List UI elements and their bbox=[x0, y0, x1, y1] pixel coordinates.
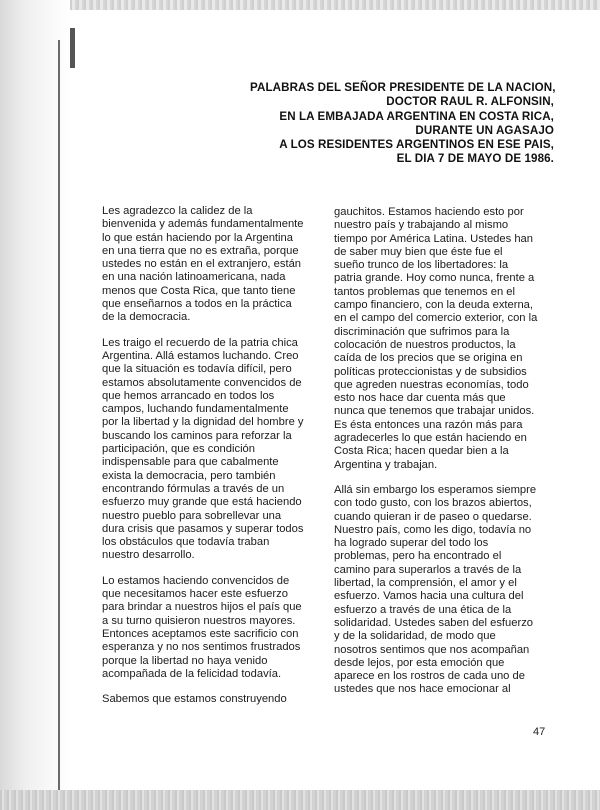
text-line: por la libertad y la dignidad del hombre y bbox=[102, 416, 304, 429]
paragraph bbox=[334, 206, 556, 472]
text-line: que agreden nuestras economías, todo bbox=[334, 378, 529, 391]
text-line: en una nación latinoamericana, nada bbox=[102, 271, 286, 284]
text-line: ha logrado superar del todo los bbox=[334, 537, 489, 550]
text-line: Lo estamos haciendo convencidos de bbox=[102, 574, 290, 587]
text-line: esfuerzo. Vamos hacia una cultura del bbox=[334, 590, 524, 603]
binding-mark bbox=[70, 28, 75, 68]
heading-line: EL DIA 7 DE MAYO DE 1986. bbox=[396, 152, 554, 166]
text-line: Nuestro país, como les digo, todavía no bbox=[334, 523, 532, 536]
text-line: participación, que es condición bbox=[102, 443, 255, 456]
paragraph bbox=[102, 693, 317, 706]
text-line: nunca que tenemos que trabajar unidos. bbox=[334, 405, 535, 418]
text-line: Les traigo el recuerdo de la patria chica bbox=[102, 336, 298, 349]
text-line: Entonces aceptamos este sacrificio con bbox=[102, 627, 299, 640]
text-line: Les agradezco la calidez de la bbox=[102, 205, 253, 217]
right-text-column bbox=[334, 206, 556, 709]
text-line: Sabemos que estamos construyendo bbox=[102, 693, 287, 706]
heading-line: A LOS RESIDENTES ARGENTINOS EN ESE PAIS, bbox=[279, 138, 554, 152]
text-line: agradecerles lo que están haciendo en bbox=[334, 432, 527, 445]
text-line: que necesitamos hacer este esfuerzo bbox=[102, 588, 288, 601]
text-line: encontrando fórmulas a través de un bbox=[102, 482, 285, 495]
text-line: esto nos hace dar cuenta más que bbox=[334, 392, 506, 405]
text-line: colocación de nuestros productos, la bbox=[334, 338, 516, 351]
text-line: ustedes no están en el extranjero, están bbox=[102, 258, 302, 271]
text-line: solidaridad. Ustedes saben del esfuerzo bbox=[334, 616, 534, 629]
text-line: libertad, la comprensión, el amor y el bbox=[334, 577, 517, 590]
heading-line: DOCTOR RAUL R. ALFONSIN, bbox=[386, 95, 554, 109]
text-line: patria grande. Hoy como nunca, frente a bbox=[334, 272, 535, 285]
text-line: políticas proteccionistas y de subsidios bbox=[334, 365, 527, 378]
text-line: tiempo por América Latina. Ustedes han bbox=[334, 232, 533, 245]
text-line: esfuerzo a través de una ética de la bbox=[334, 603, 512, 616]
text-line: caída de los precios que se origina en bbox=[334, 352, 523, 365]
heading-line: PALABRAS DEL SEÑOR PRESIDENTE DE LA NACION, bbox=[250, 81, 556, 94]
text-line: bienvenida y además fundamentalmente bbox=[102, 218, 304, 231]
text-line: Costa Rica; hacen quedar bien a la bbox=[334, 445, 509, 458]
text-line: nuestro país y trabajando al mismo bbox=[334, 219, 509, 232]
text-line: ustedes que nos hace emocionar al bbox=[334, 683, 511, 696]
text-line: dura crisis que pasamos y superar todos bbox=[102, 522, 304, 535]
text-line: Argentina y trabajan. bbox=[334, 458, 438, 471]
binding-spine-line bbox=[58, 40, 60, 800]
paragraph bbox=[102, 205, 317, 325]
text-line: esfuerzo muy grande que está haciendo bbox=[102, 496, 302, 509]
text-line: a su turno quisieron nuestros mayores. bbox=[102, 614, 296, 627]
text-line: porque la libertad no haya venido bbox=[102, 654, 268, 667]
text-line: de saber muy bien que éste fue el bbox=[334, 245, 503, 258]
text-line: que enseñarnos a todos en la práctica bbox=[102, 298, 292, 311]
text-line: campo financiero, con la deuda externa, bbox=[334, 299, 534, 312]
text-line: acompañada de la felicidad todavía. bbox=[102, 667, 282, 680]
text-line: para brindar a nuestros hijos el país que bbox=[102, 601, 302, 614]
text-line: campos, luchando fundamentalmente bbox=[102, 403, 289, 416]
paragraph bbox=[102, 575, 317, 681]
text-line: lo que están haciendo por la Argentina bbox=[102, 231, 293, 244]
text-line: en una tierra que no es extraña, porque bbox=[102, 244, 299, 257]
paragraph bbox=[102, 337, 317, 563]
text-line: con todo gusto, con los brazos abiertos, bbox=[334, 497, 532, 510]
text-line: Argentina. Allá estamos luchando. Creo bbox=[102, 349, 299, 362]
text-line: nuestro desarrollo. bbox=[102, 549, 195, 562]
paragraph bbox=[334, 484, 556, 697]
text-line: que hemos arrancado en todos los bbox=[102, 389, 275, 402]
text-line: aparece en los rostros de cada uno de bbox=[334, 670, 525, 683]
text-line: Allá sin embargo los esperamos siempre bbox=[334, 483, 537, 496]
text-line: tantos problemas que tenemos en el bbox=[334, 285, 515, 298]
text-line: buscando los caminos para reforzar la bbox=[102, 429, 292, 442]
scan-top-edge bbox=[0, 0, 600, 10]
text-line: menos que Costa Rica, que tanto tiene bbox=[102, 284, 296, 297]
text-line: nuestro pueblo para sobrellevar una bbox=[102, 509, 282, 522]
text-line: que la situación es todavía difícil, pero bbox=[102, 363, 292, 376]
heading-line: DURANTE UN AGASAJO bbox=[415, 123, 554, 137]
text-line: discriminación que sufrimos para la bbox=[334, 325, 510, 338]
text-line: estamos absolutamente convencidos de bbox=[102, 376, 302, 389]
text-line: desde lejos, por esta emoción que bbox=[334, 656, 505, 669]
scan-bottom-edge bbox=[0, 790, 600, 810]
text-line: los obstáculos que todavía traban bbox=[102, 536, 270, 549]
text-line: gauchitos. Estamos haciendo esto por bbox=[334, 206, 524, 218]
text-line: problemas, pero ha encontrado el bbox=[334, 550, 502, 563]
text-line: Es ésta entonces una razón más para bbox=[334, 418, 523, 431]
page-number: 47 bbox=[533, 726, 546, 738]
text-line: nosotros sentimos que nos acompañan bbox=[334, 643, 530, 656]
text-line: de la democracia. bbox=[102, 311, 191, 324]
text-line: en el campo del comercio exterior, con la bbox=[334, 312, 538, 325]
text-line: esperanza y no nos sentimos frustrados bbox=[102, 641, 301, 654]
speech-heading bbox=[250, 81, 554, 167]
text-line: sueño trunco de los libertadores: la bbox=[334, 259, 509, 272]
text-line: camino para superarlos a través de la bbox=[334, 563, 522, 576]
text-line: cuando quieran ir de paseo o quedarse. bbox=[334, 510, 532, 523]
text-line: exista la democracia, pero también bbox=[102, 469, 276, 482]
text-line: indispensable para que cabalmente bbox=[102, 456, 279, 469]
left-text-column bbox=[102, 205, 317, 718]
text-line: y de la solidaridad, de modo que bbox=[334, 630, 496, 643]
heading-line: EN LA EMBAJADA ARGENTINA EN COSTA RICA, bbox=[279, 109, 554, 123]
